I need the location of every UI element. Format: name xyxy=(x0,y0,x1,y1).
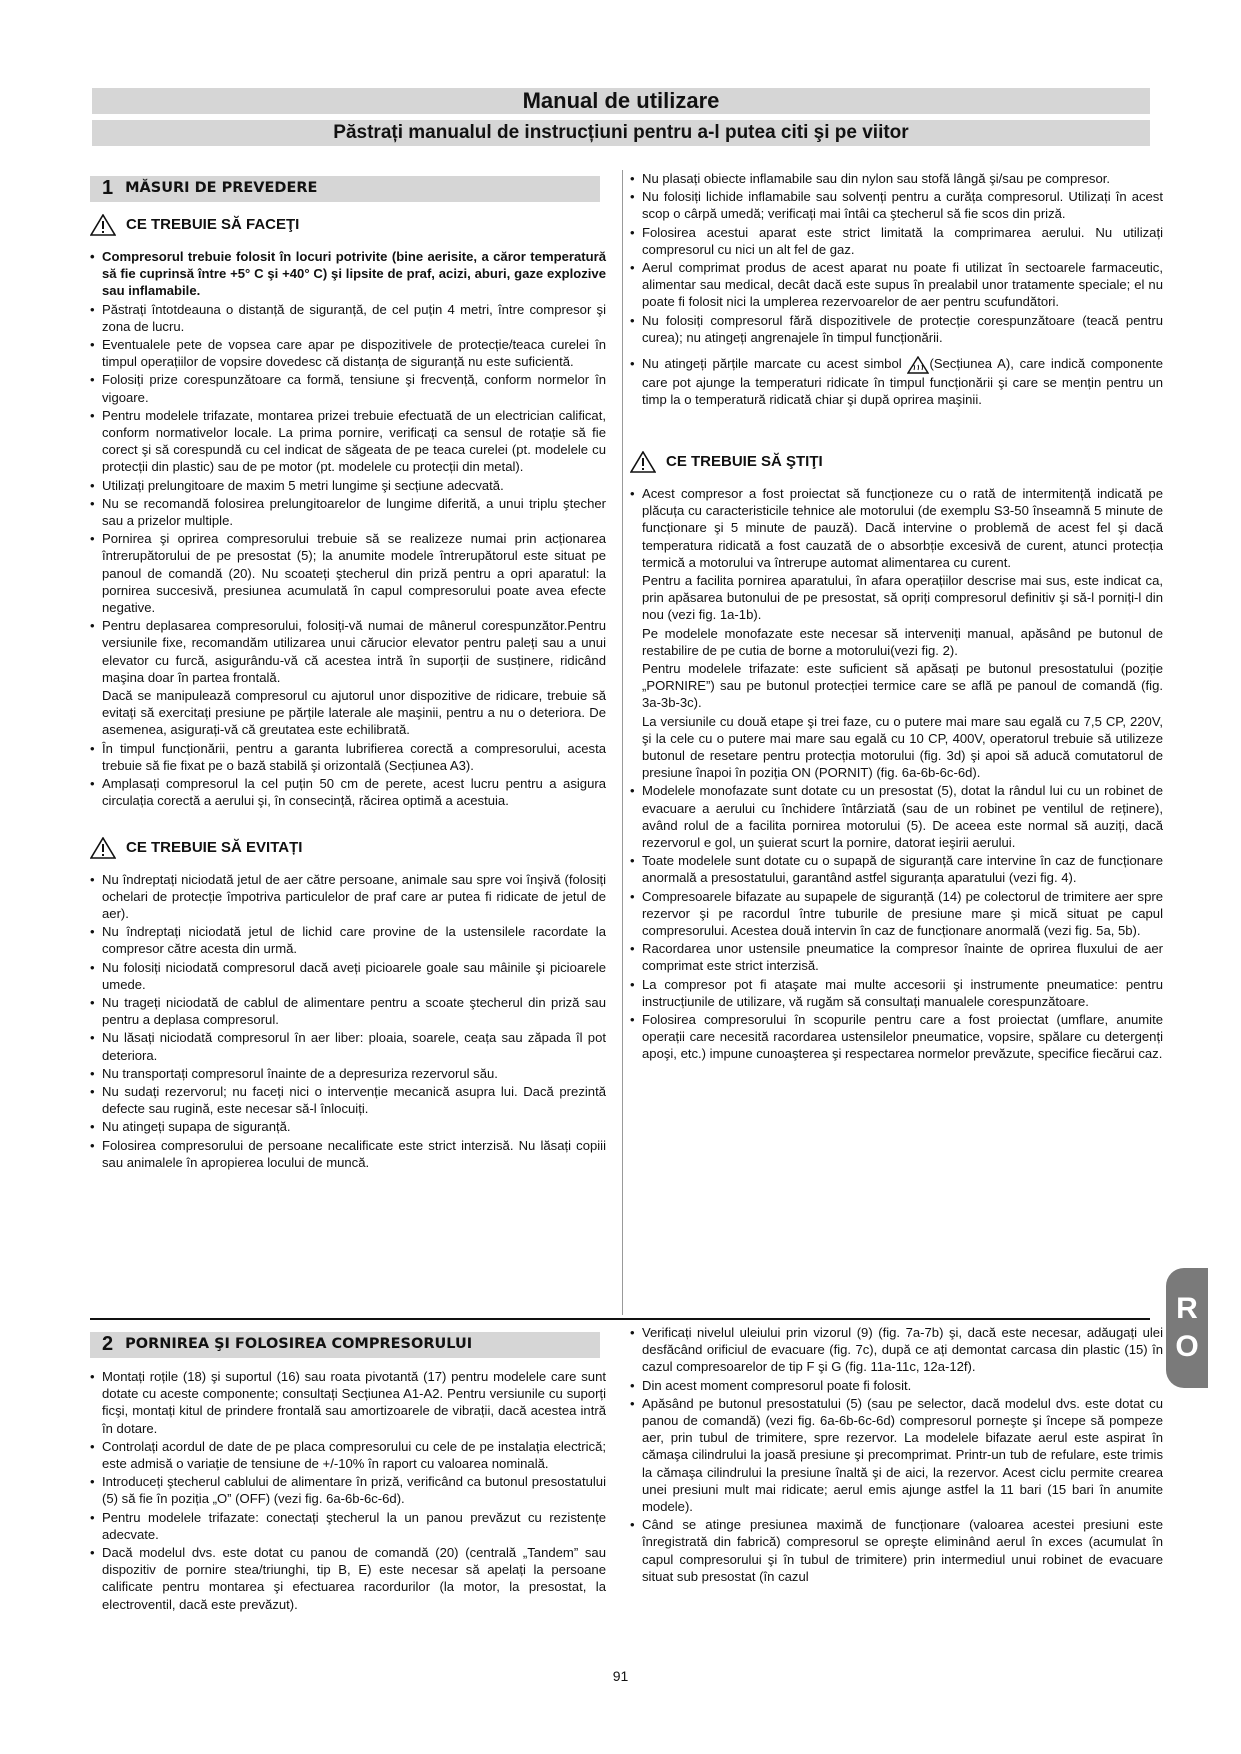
manual-title: Manual de utilizare xyxy=(92,88,1150,114)
manual-subtitle: Păstrați manualul de instrucțiuni pentru a-l putea citi şi pe viitor xyxy=(92,120,1150,146)
do-heading xyxy=(90,214,606,236)
section-2-header xyxy=(90,1332,600,1358)
list-item: • La compresor pot fi ataşate mai multe accesorii şi instrumente pneumatice: pentru instrucțiunile de utilizare, vă rugăm să consultați manualele corespunzătoare. xyxy=(630,976,1163,1010)
list-item: • Folosirea compresorului în scopurile pentru care a fost proiectat (umflare, anumite operații care necesită racordarea ustensilelor pneumatice, vopsire, spălare cu detergenți apoşi, etc.) impune cunoaşterea şi respectarea normelor prevăzute, specifice fiecărui caz. xyxy=(630,1011,1163,1063)
section-divider xyxy=(90,1318,1150,1320)
list-item: • Dacă modelul dvs. este dotat cu panou de comandă (20) (centrală „Tandem” sau dispozitiv de pornire stea/triunghi, tip B, E) este necesar să apelați la persoane calificate pentru montarea şi efectuarea racordurilor (la motor, la presostat, la electroventil, dacă este prevăzut). xyxy=(90,1544,606,1613)
left-column xyxy=(90,170,606,1172)
right-column xyxy=(630,170,1163,1064)
list-item: • Folosirea acestui aparat este strict limitată la comprimarea aerului. Nu utilizați compresorul cu nici un alt fel de gaz. xyxy=(630,224,1163,258)
know-list xyxy=(630,485,1163,1063)
list-item: • Nu îndreptați niciodată jetul de aer către persoane, animale sau spre voi înşivă (folosiți ochelari de protecție împotriva particulelor de praf care ar putea fi ridicate de jetul de aer). xyxy=(90,871,606,923)
list-item: • Amplasați compresorul la cel puțin 50 cm de perete, acest lucru pentru a asigura circulația corectă a aerului şi, în consecință, răcirea optimă a acestuia. xyxy=(90,775,606,809)
list-item: • Nu folosiți niciodată compresorul dacă aveți picioarele goale sau mâinile şi picioarele umede. xyxy=(90,959,606,993)
list-item: • Pornirea şi oprirea compresorului trebuie să se realizeze numai prin acționarea întrerupătorului de pe presostat (5); la anumite modele întrerupătorul este situat pe panoul de comandă (20). Nu scoateți ştecherul din priză pentru a opri aparatul: la pornirea succesivă, presiunea acumulată în capul compresorului poate avea efecte negative. xyxy=(90,530,606,616)
list-item: Pe modelele monofazate este necesar să interveniți manual, apăsând pe butonul de restabilire de pe cutia de borne a motorului(vezi fig. 2). xyxy=(642,625,1163,658)
list-item: • Nu se recomandă folosirea prelungitoarelor de lungime diferită, a unui triplu ştecher sau a prizelor multiple. xyxy=(90,495,606,529)
list-item: • Eventualele pete de vopsea care apar pe dispozitivele de protecție/teaca curelei în timpul operațiilor de vopsire dovedesc că distanța de siguranță nu este suficientă. xyxy=(90,336,606,370)
list-item: • Folosirea compresorului de persoane necalificate este strict interzisă. Nu lăsați copiii sau animalele în apropierea locului de muncă. xyxy=(90,1137,606,1171)
list-item: • Pentru modelele trifazate, montarea prizei trebuie efectuată de un electrician calificat, conform normativelor locale. La prima pornire, verificați ca sensul de rotație să fie corect şi să corespundă cu cel indicat de săgeata de pe teaca curelei (pt. modelele cu protecții din plastic) sau de pe motor (pt. modelele cu protecții din metal). xyxy=(90,407,606,476)
avoid-list xyxy=(90,871,606,1171)
list-item: • Controlați acordul de date de pe placa compresorului cu cele de pe instalația electrică; este admisă o variație de tensiune de +/-10% în raport cu valoarea nominală. xyxy=(90,1438,606,1472)
list-item: • Nu folosiți lichide inflamabile sau solvenți pentru a curăța compresorul. Utilizați în acest scop o cârpă umedă; verificați mai întâi ca ştecherul să fie scos din priză. xyxy=(630,188,1163,222)
list-item: • Nu transportați compresorul înainte de a depresuriza rezervorul său. xyxy=(90,1065,606,1082)
list-item: • Nu sudați rezervorul; nu faceți nici o intervenție mecanică asupra lui. Dacă prezintă defecte sau rugină, este necesar să-l înlocuiți. xyxy=(90,1083,606,1117)
section-2-right xyxy=(630,1324,1163,1586)
know-heading-text: CE TREBUIE SĂ ŞTIŢI xyxy=(666,453,823,471)
list-item: • Racordarea unor ustensile pneumatice la compresor înainte de oprirea fluxului de aer comprimat este strict interzisă. xyxy=(630,940,1163,974)
list-item: • Pentru deplasarea compresorului, folosiți-vă numai de mânerul corespunzător.Pentru versiunile fixe, recomandăm utilizarea unui cărucior elevator pentru paleți sau a unui elevator cu furcă, asigurându-vă că acestea intră în suporții de susținere, ridicând maşina doar în partea frontală. xyxy=(90,617,606,686)
list-item: • Nu folosiți compresorul fără dispozitivele de protecție corespunzătoare (teacă pentru curea); nu atingeți angrenajele în timpul funcționării. xyxy=(630,312,1163,346)
list-item: • Pentru modelele trifazate: conectați ştecherul la un panou prevăzut cu rezistențe adecvate. xyxy=(90,1509,606,1543)
warning-icon xyxy=(90,837,116,859)
list-item: • Apăsând pe butonul presostatului (5) (sau pe selector, dacă modelul dvs. este dotat cu panou de comandă) (vezi fig. 6a-6b-6c-6d) compresorul porneşte şi începe să pompeze aer, prin tubul de trimitere, spre rezervor. La modelele bifazate aerul este aspirat în cămaşa cilindrului la joasă presiune şi precomprimat. Printr-un tub de refulare, este trimis la cămaşa cilindrului la presiune înaltă şi de aici, la rezervor. Acest ciclu permite crearea unei presiuni mult mai ridicate; aerul emis ajunge astfel la 11 bari (15 bari în anumite modele). xyxy=(630,1395,1163,1515)
avoid-heading xyxy=(90,837,606,859)
know-heading xyxy=(630,451,1163,473)
list-item: • Nu lăsați niciodată compresorul în aer liber: ploaia, soarele, ceața sau zăpada îl pot deteriora. xyxy=(90,1029,606,1063)
column-divider xyxy=(622,170,623,1315)
section-2-left xyxy=(90,1332,606,1614)
do-heading-text: CE TREBUIE SĂ FACEŢI xyxy=(126,216,300,234)
language-tab xyxy=(1166,1268,1208,1388)
list-item: • Folosiți prize corespunzătoare ca formă, tensiune şi frecvență, conform normelor în vigoare. xyxy=(90,371,606,405)
list-item: Pentru a facilita pornirea aparatului, în afara operațiilor descrise mai sus, este indicat ca, prin apăsarea butonului de pe presostat, să opriți compresorul definitiv şi să-l porniți-l din nou (vezi fig. 1a-1b). xyxy=(642,573,1163,623)
section-title: PORNIREA ŞI FOLOSIREA COMPRESORULUI xyxy=(125,1336,473,1353)
do-list xyxy=(90,248,606,810)
list-item: • Montați roțile (18) şi suportul (16) sau roata pivotantă (17) pentru modelele care sunt dotate cu aceste componente; consultați Secțiunea A1-A2. Pentru versiunile cu suporți ficşi, montați kitul de prindere frontală sau amortizoarele de vibrații, dacă acestea intră în dotare. xyxy=(90,1368,606,1437)
list-item: • Aerul comprimat produs de acest aparat nu poate fi utilizat în sectoarele farmaceutic, alimentar sau medical, decât dacă este supus în prealabil unor tratamente speciale; el nu poate fi folosit nici la umplerea rezervoarelor de aer pentru scufundători. xyxy=(630,259,1163,311)
warning-icon xyxy=(630,451,656,473)
list-item xyxy=(630,355,1163,408)
list-item: • Compresoarele bifazate au supapele de siguranță (14) pe colectorul de trimitere aer spre rezervor şi pe racordul între tuburile de presiune mare şi mică situat pe capul compresorului. Acestea două intervin în caz de funcționare anormală (vezi fig. 5a, 5b). xyxy=(630,888,1163,940)
list-item: • Nu îndreptați niciodată jetul de lichid care provine de la ustensilele racordate la compresor către acesta din urmă. xyxy=(90,923,606,957)
language-letter: R xyxy=(1176,1292,1198,1325)
list-item: • Păstrați întotdeauna o distanță de siguranță, de cel puțin 4 metri, între compresor şi zona de lucru. xyxy=(90,301,606,335)
warning-icon xyxy=(90,214,116,236)
hot-surface-icon xyxy=(907,356,929,374)
list-item: • Când se atinge presiunea maximă de funcționare (valoarea acestei presiuni este înregistrată din fabrică) compresorul se opreşte eliminând aerul în exces (acumulat în capul compresorului şi în tubul de trimitere) prin intermediul unui robinet de evacuare situat sub presostat (în cazul xyxy=(630,1516,1163,1585)
list-item: • Modelele monofazate sunt dotate cu un presostat (5), dotat la rândul lui cu un robinet de evacuare a aerului cu închidere întârziată (sau de un robinet pe ventilul de reținere), având rolul de a facilita pornirea motorului (5). De aceea este normal să auziți, dacă rezervorul e gol, un şuierat scurt la pornire, datorat ieşirii aerului. xyxy=(630,782,1163,851)
list-item: Dacă se manipulează compresorul cu ajutorul unor dispozitive de ridicare, trebuie să evitați să exercitați presiune pe părțile laterale ale maşinii, pentru a nu o deteriora. De asemenea, asigurați-vă că greutatea este echilibrată. xyxy=(102,688,606,738)
list-item: • Toate modelele sunt dotate cu o supapă de siguranță care intervine în caz de funcționare anormală a presostatului, garantând astfel siguranța aparatului (vezi fig. 4). xyxy=(630,852,1163,886)
avoid-heading-text: CE TREBUIE SĂ EVITAȚI xyxy=(126,838,303,856)
page-number: 91 xyxy=(612,1668,629,1684)
list-item: • În timpul funcționării, pentru a garanta lubrifierea corectă a compresorului, acesta trebuie să fie fixat pe o bază stabilă şi orizontală (Secțiunea A3). xyxy=(90,740,606,774)
list-item: • Nu plasați obiecte inflamabile sau din nylon sau stofă lângă şi/sau pe compresor. xyxy=(630,170,1163,187)
hot-surface-item xyxy=(630,355,1163,408)
list-item: • Nu trageți niciodată de cablul de alimentare pentru a scoate ştecherul din priză sau pentru a deplasa compresorul. xyxy=(90,994,606,1028)
list-item: • Verificați nivelul uleiului prin vizorul (9) (fig. 7a-7b) şi, dacă este necesar, adăugați ulei desfăcând orificiul de evacuare (fig. 7c), după ce ați demontat carcasa din plastic (15) în cazul compresoarelor de tip F şi G (fig. 11a-11c, 12a-12f). xyxy=(630,1324,1163,1376)
hot-text-b: (Secțiunea A), care indică componente care pot ajunge la temperaturi ridicate în timpul funcționării şi care se mențin pentru un timp la o temperatură ridicată chiar şi după oprirea maşinii. xyxy=(642,356,1163,407)
list-item: Pentru modelele trifazate: este suficient să apăsați pe butonul presostatului (poziție „PORNIRE”) sau pe butonul protecției termice care se află pe panoul de comandă (fig. 3a-3b-3c). xyxy=(642,661,1163,711)
section-title: MĂSURI DE PREVEDERE xyxy=(125,180,318,197)
hot-text-a: Nu atingeți părțile marcate cu acest simbol xyxy=(642,356,902,372)
list-item: • Din acest moment compresorul poate fi folosit. xyxy=(630,1377,1163,1394)
section-1-header xyxy=(90,176,600,202)
list-item: • Compresorul trebuie folosit în locuri potrivite (bine aerisite, a căror temperatură să fie cuprinsă între +5° C şi +40° C) şi lipsite de praf, acizi, aburi, gaze explozive sau inflamabile. xyxy=(90,248,606,300)
start-list xyxy=(90,1368,606,1613)
list-item: • Introduceți ştecherul cablului de alimentare în priză, verificând ca butonul presostatului (5) să fie în poziția „O” (OFF) (vezi fig. 6a-6b-6c-6d). xyxy=(90,1473,606,1507)
section-number: 1 xyxy=(102,177,114,200)
language-letter: O xyxy=(1175,1330,1199,1363)
section-number: 2 xyxy=(102,1333,114,1356)
list-item: • Utilizați prelungitoare de maxim 5 metri lungime şi secțiune adecvată. xyxy=(90,477,606,494)
start-list-cont xyxy=(630,1324,1163,1585)
list-item: La versiunile cu două etape şi trei faze, cu o putere mai mare sau egală cu 7,5 CP, 220V, şi la cele cu o putere mai mare sau egală cu 10 CP, 400V, operatorul trebuie să utilizeze butonul de resetare pentru protecția motorului (fig. 3d) şi apoi să aducă comutatorul de presiune înapoi în poziția ON (PORNIT) (fig. 6a-6b-6c-6d). xyxy=(642,713,1163,781)
list-item: • Acest compresor a fost proiectat să funcționeze cu o rată de intermitență indicată pe plăcuța cu caracteristicile tehnice ale motorului (de exemplu S3-50 înseamnă 5 minute de funcționare şi 5 minute de pauză). Dacă intervine o problemă de acest fel şi dacă temperatura ridicată a fost cauzată de o absorbție excesivă de curent, atunci protecția termică a motorului va întrerupe automat alimentarea cu curent. xyxy=(630,485,1163,571)
caution-list xyxy=(630,170,1163,346)
list-item: • Nu atingeți supapa de siguranță. xyxy=(90,1118,606,1135)
